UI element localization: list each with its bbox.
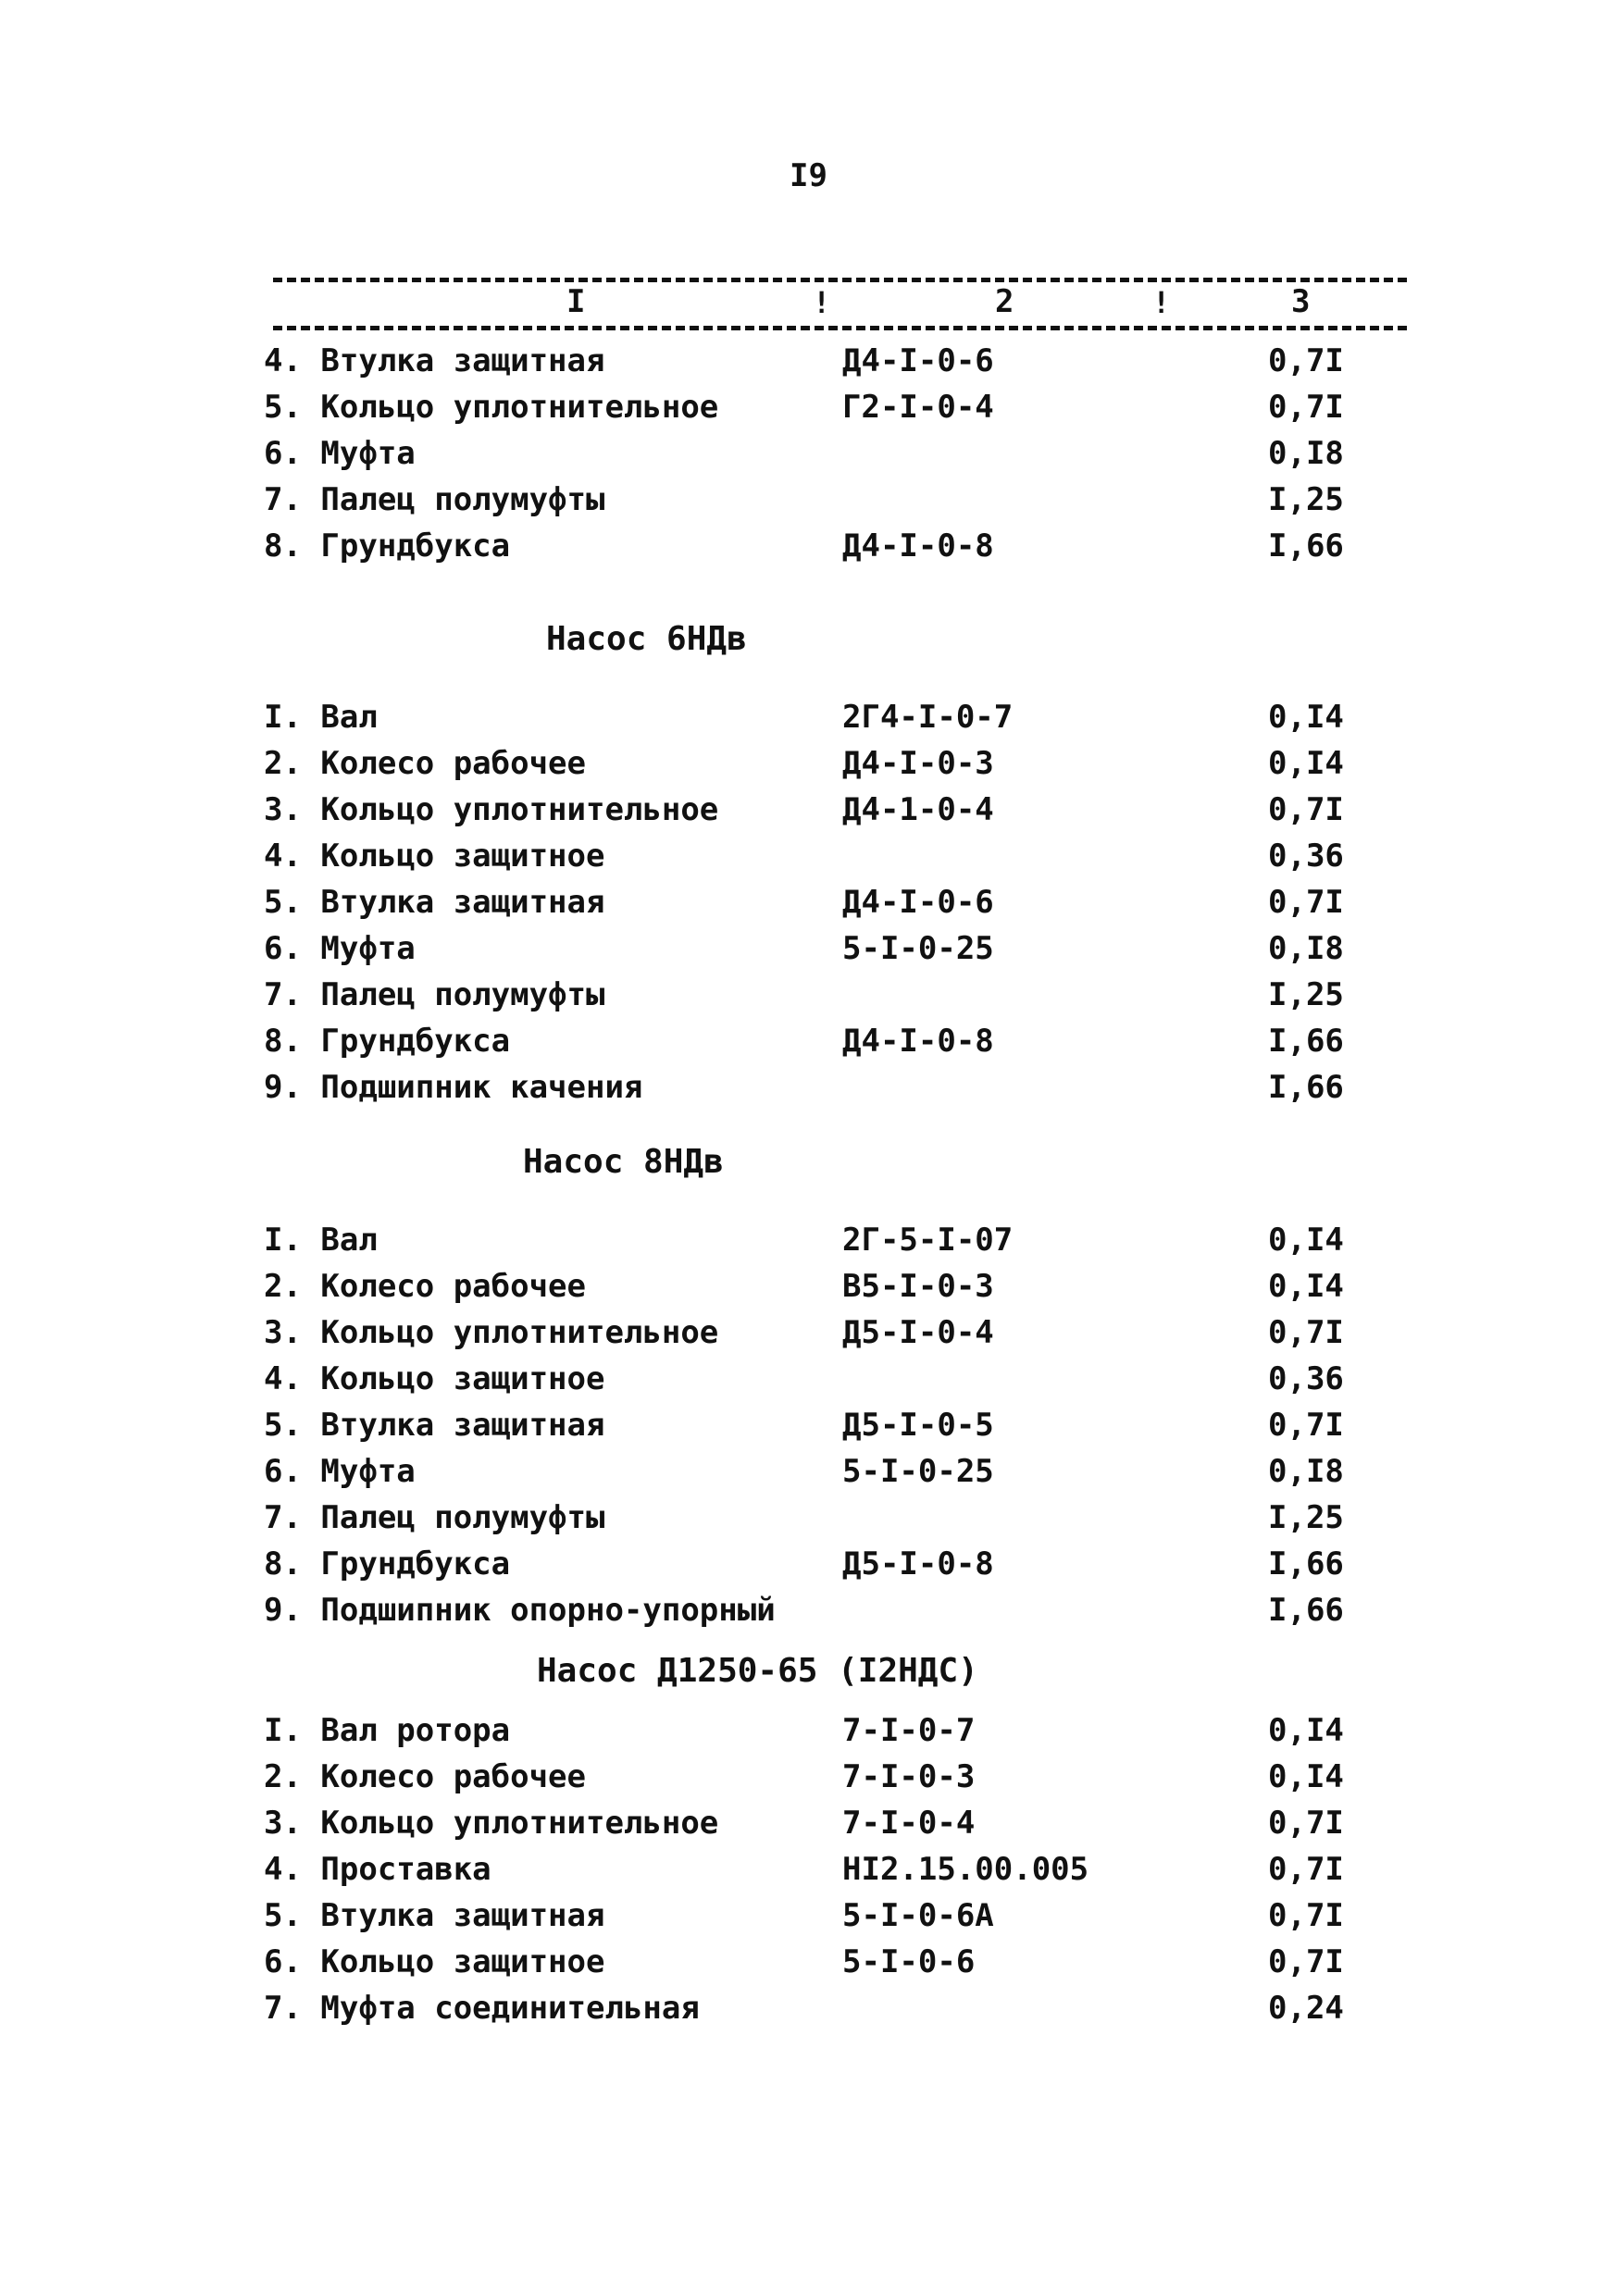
part-name: 6. Муфта — [264, 435, 416, 472]
part-name: I. Вал — [264, 699, 378, 736]
part-name: 3. Кольцо уплотнительное — [264, 791, 719, 828]
part-value: 0,24 — [1268, 1990, 1344, 2027]
part-value: I,66 — [1268, 1592, 1344, 1629]
header-col-3: 3 — [1291, 283, 1311, 320]
part-name: 8. Грундбукса — [264, 1545, 511, 1582]
section-title: Насос 8НДв — [523, 1143, 724, 1181]
part-value: 0,7I — [1268, 1407, 1344, 1444]
part-code: Д4-I-0-8 — [842, 527, 994, 565]
part-code: Д4-I-0-6 — [842, 884, 994, 921]
part-code: Д5-I-0-4 — [842, 1314, 994, 1351]
part-code: Д4-1-0-4 — [842, 791, 994, 828]
part-name: 7. Палец полумуфты — [264, 481, 605, 518]
header-separator: ! — [813, 285, 831, 320]
part-name: 2. Колесо рабочее — [264, 745, 586, 782]
part-value: 0,7I — [1268, 1943, 1344, 1980]
header-rule-top — [273, 278, 1407, 282]
part-value: 0,I4 — [1268, 1758, 1344, 1795]
part-value: I,66 — [1268, 1023, 1344, 1060]
header-col-2: 2 — [995, 283, 1014, 320]
part-name: 6. Кольцо защитное — [264, 1943, 605, 1980]
part-code: 7-I-0-4 — [842, 1805, 976, 1842]
header-separator: ! — [1152, 285, 1171, 320]
part-value: 0,I8 — [1268, 435, 1344, 472]
part-value: 0,36 — [1268, 838, 1344, 875]
part-name: 3. Кольцо уплотнительное — [264, 1805, 719, 1842]
part-value: 0,I8 — [1268, 930, 1344, 967]
part-value: I,25 — [1268, 976, 1344, 1013]
part-value: 0,7I — [1268, 1897, 1344, 1934]
part-value: 0,7I — [1268, 1314, 1344, 1351]
part-code: Д5-I-0-5 — [842, 1407, 994, 1444]
part-name: 7. Палец полумуфты — [264, 976, 605, 1013]
part-value: 0,36 — [1268, 1360, 1344, 1397]
part-value: 0,7I — [1268, 1851, 1344, 1888]
part-value: 0,I4 — [1268, 699, 1344, 736]
part-code: 2Г-5-I-07 — [842, 1222, 1014, 1259]
part-value: 0,7I — [1268, 342, 1344, 379]
part-code: Д4-I-0-8 — [842, 1023, 994, 1060]
part-name: 4. Кольцо защитное — [264, 838, 605, 875]
part-code: 5-I-0-6 — [842, 1943, 976, 1980]
part-code: 5-I-0-6А — [842, 1897, 994, 1934]
part-code: В5-I-0-3 — [842, 1268, 994, 1305]
part-value: 0,7I — [1268, 389, 1344, 426]
part-value: 0,7I — [1268, 791, 1344, 828]
part-code: 7-I-0-7 — [842, 1712, 976, 1749]
part-code: Г2-I-0-4 — [842, 389, 994, 426]
part-name: I. Вал — [264, 1222, 378, 1259]
part-code: 7-I-0-3 — [842, 1758, 976, 1795]
part-value: I,66 — [1268, 1069, 1344, 1106]
part-name: 4. Втулка защитная — [264, 342, 605, 379]
part-value: 0,I4 — [1268, 1268, 1344, 1305]
section-title: Насос Д1250-65 (I2НДС) — [537, 1652, 978, 1690]
part-name: 5. Втулка защитная — [264, 1407, 605, 1444]
section-title: Насос 6НДв — [546, 620, 747, 658]
part-value: 0,7I — [1268, 1805, 1344, 1842]
part-name: I. Вал ротора — [264, 1712, 511, 1749]
part-name: 3. Кольцо уплотнительное — [264, 1314, 719, 1351]
part-name: 5. Кольцо уплотнительное — [264, 389, 719, 426]
part-name: 6. Муфта — [264, 1453, 416, 1490]
part-value: I,66 — [1268, 527, 1344, 565]
part-value: 0,I8 — [1268, 1453, 1344, 1490]
part-name: 2. Колесо рабочее — [264, 1758, 586, 1795]
part-name: 8. Грундбукса — [264, 1023, 511, 1060]
part-code: 5-I-0-25 — [842, 930, 994, 967]
part-name: 4. Проставка — [264, 1851, 491, 1888]
header-col-1: I — [566, 283, 586, 320]
part-value: I,25 — [1268, 1499, 1344, 1536]
part-value: 0,I4 — [1268, 745, 1344, 782]
part-value: I,66 — [1268, 1545, 1344, 1582]
part-name: 5. Втулка защитная — [264, 1897, 605, 1934]
part-name: 6. Муфта — [264, 930, 416, 967]
header-rule-bottom — [273, 326, 1407, 330]
part-name: 7. Палец полумуфты — [264, 1499, 605, 1536]
part-code: Д4-I-0-3 — [842, 745, 994, 782]
part-name: 9. Подшипник качения — [264, 1069, 643, 1106]
part-name: 4. Кольцо защитное — [264, 1360, 605, 1397]
part-value: 0,I4 — [1268, 1712, 1344, 1749]
part-code: Д5-I-0-8 — [842, 1545, 994, 1582]
part-name: 5. Втулка защитная — [264, 884, 605, 921]
part-value: I,25 — [1268, 481, 1344, 518]
part-code: Д4-I-0-6 — [842, 342, 994, 379]
part-name: 2. Колесо рабочее — [264, 1268, 586, 1305]
part-code: НI2.15.00.005 — [842, 1851, 1089, 1888]
page-number: I9 — [790, 157, 827, 194]
part-value: 0,I4 — [1268, 1222, 1344, 1259]
part-code: 2Г4-I-0-7 — [842, 699, 1014, 736]
part-name: 7. Муфта соединительная — [264, 1990, 700, 2027]
part-value: 0,7I — [1268, 884, 1344, 921]
part-name: 9. Подшипник опорно-упорный — [264, 1592, 776, 1629]
part-code: 5-I-0-25 — [842, 1453, 994, 1490]
part-name: 8. Грундбукса — [264, 527, 511, 565]
